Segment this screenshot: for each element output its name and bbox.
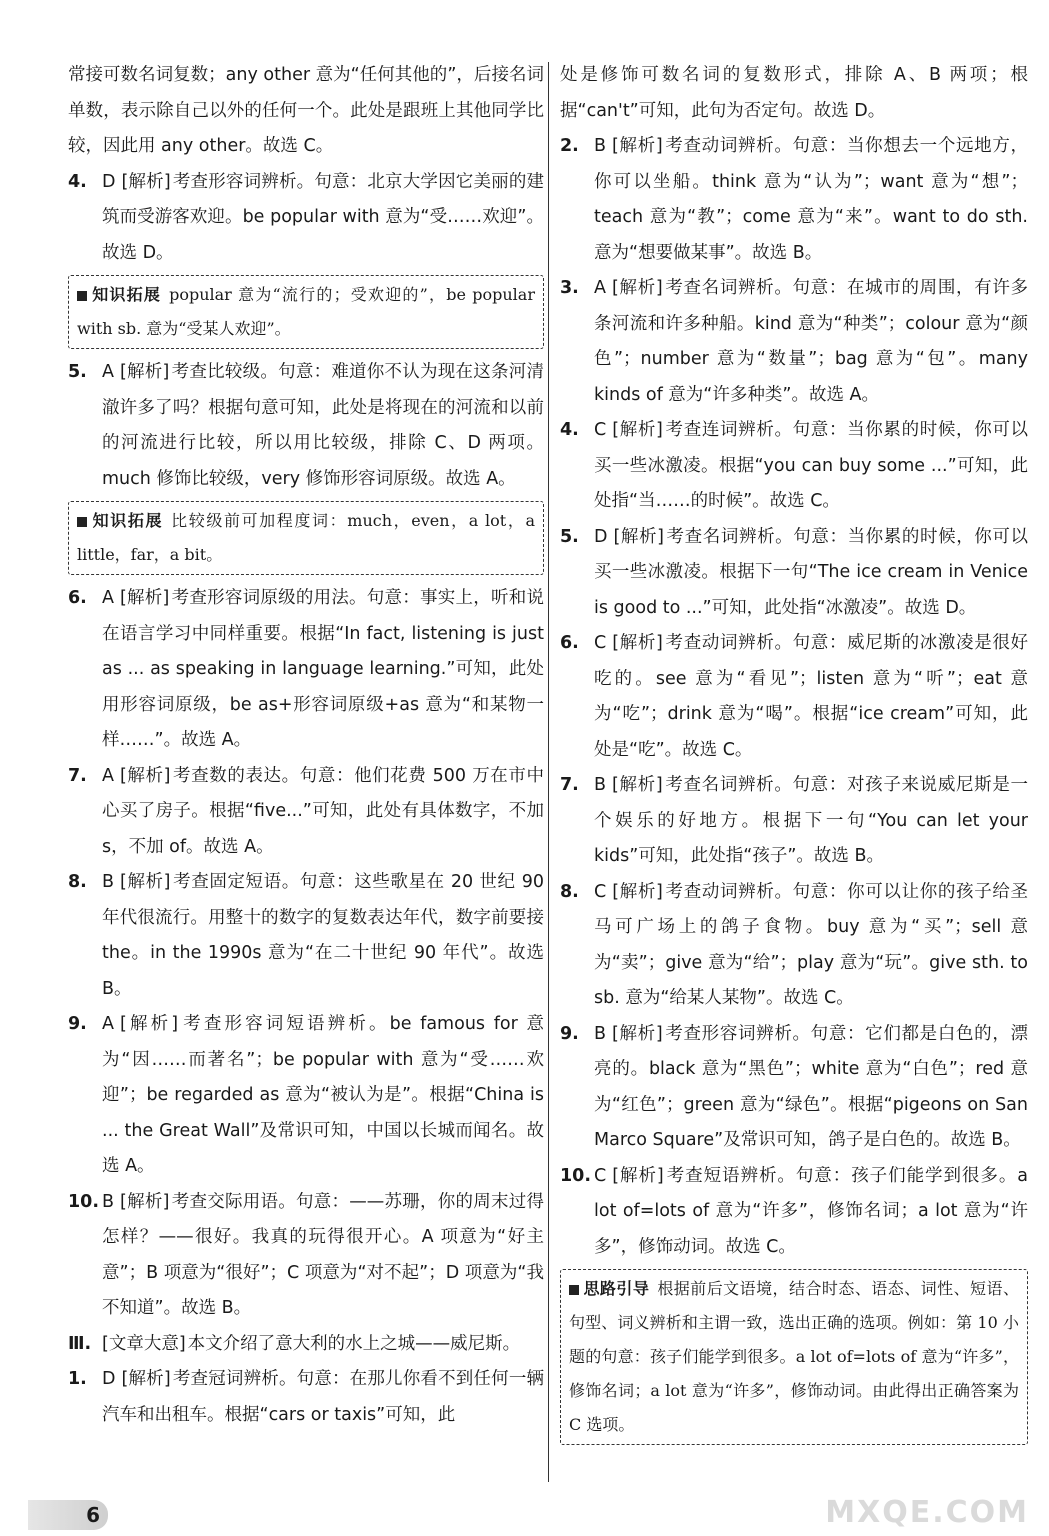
box-square-icon (569, 1285, 579, 1295)
box-square-icon (77, 517, 87, 527)
answer-list (560, 129, 1028, 1265)
answer-list (68, 355, 544, 497)
item-text: 考查短语辨析。句意：孩子们能学到很多。a lot of=lots of 意为“许多”，修饰名词；a lot 意为“许多”，修饰动词。故选 C。 (594, 1165, 1028, 1257)
answer-item (68, 1362, 544, 1433)
item-tag: [ 解析 ] (120, 1192, 169, 1212)
box-text: 比较级前可加程度词：much，even，a lot，a little，far，a bit。 (77, 511, 535, 564)
answer-item (68, 1185, 544, 1327)
item-number: 1. (68, 1369, 87, 1389)
item-text: 考查形容词短语辨析。be famous for 意为“因……而著名”；be popular with 意为“受……欢迎”；be regarded as 意为“被认为是”。根据“China is ... the Great Wall”及常识可知，中国以长城而闻名。故选 A。 (102, 1014, 544, 1176)
item-answer: B (102, 1191, 115, 1212)
item-answer: C (594, 420, 607, 440)
item-number: 8. (560, 881, 579, 902)
answer-item (68, 165, 544, 272)
item-text: 考查动词辨析。句意：你可以让你的孩子给圣马可广场上的鸽子食物。buy 意为“买”；sell 意为“卖”；give 意为“给”；play 意为“玩”。give sth. to sb. 意为“给某人某物”。故选 C。 (594, 881, 1029, 1008)
item-tag: [ 解析 ] (612, 882, 663, 902)
left-column (68, 58, 544, 1433)
item-answer: A (102, 588, 114, 608)
item-text: 考查名词辨析。句意：对孩子来说威尼斯是一个娱乐的好地方。根据下一句“You can let your kids”可知，此处指“孩子”。故选 B。 (594, 775, 1028, 866)
item-tag: [ 解析 ] (612, 633, 663, 653)
item-answer: B (594, 1023, 607, 1044)
item-answer: C (594, 633, 607, 653)
item-answer: D (102, 1369, 116, 1389)
item-text: 考查比较级。句意：难道你不认为现在这条河清澈许多了吗？根据句意可知，此处是将现在的河流和以前的河流进行比较，所以用比较级，排除 C、D 两项。much 修饰比较级，very 修饰形容词原级。故选 A。 (102, 362, 545, 489)
box-square-icon (77, 291, 87, 301)
item-tag: [ 解析 ] (612, 136, 663, 156)
answer-item (560, 768, 1028, 875)
section-number: Ⅲ. (68, 1333, 92, 1354)
item-tag: [ 解析 ] (612, 1166, 664, 1186)
answer-item (560, 413, 1028, 520)
item-number: 8. (68, 872, 87, 892)
item-text: 考查形容词辨析。句意：北京大学因它美丽的建筑而受游客欢迎。be popular with 意为“受……欢迎”。故选 D。 (102, 171, 545, 263)
item-tag: [ 解析 ] (120, 588, 169, 608)
answer-item (68, 1007, 544, 1185)
item-answer: A (594, 278, 606, 298)
item-tag: [ 解析 ] (120, 362, 169, 382)
right-column (560, 58, 1028, 1451)
box-text: popular 意为“流行的；受欢迎的”，be popular with sb. 意为“受某人欢迎”。 (77, 285, 535, 338)
column-divider (548, 62, 549, 1482)
item-number: 5. (68, 362, 87, 382)
item-number: 4. (68, 171, 87, 192)
item-tag: [ 解析 ] (612, 420, 663, 440)
item-tag: [ 解析 ] (612, 278, 663, 298)
item-answer: B (594, 775, 607, 795)
item-text: 考查名词辨析。句意：当你累的时候，你可以买一些冰激凌。根据下一句“The ice cream in Venice is good to ...”可知，此处指“冰激凌”。故选 D。 (594, 526, 1029, 618)
section-text: 本文介绍了意大利的水上之城——威尼斯。 (187, 1333, 521, 1354)
item-answer: A (102, 765, 114, 786)
section-tag: [ 文章大意 ] (102, 1334, 186, 1354)
item-tag: [ 解析 ] (120, 766, 170, 786)
box-title: 知识拓展 (91, 285, 162, 304)
answer-item (560, 271, 1028, 413)
item-tag: [ 解析 ] (121, 172, 170, 192)
answer-item (68, 581, 544, 759)
knowledge-box (68, 275, 544, 349)
answer-item (560, 129, 1028, 271)
item-answer: A (102, 362, 114, 382)
item-answer: B (102, 872, 115, 892)
item-number: 3. (560, 278, 579, 298)
item-tag: [ 解析 ] (120, 1014, 178, 1034)
item-text: 考查固定短语。句意：这些歌星在 20 世纪 90 年代很流行。用整十的数字的复数表达年代，数字前要接 the。in the 1990s 意为“在二十世纪 90 年代”。故选 B。 (102, 872, 544, 999)
item-number: 6. (560, 633, 579, 653)
item-number: 7. (68, 765, 87, 786)
item-number: 4. (560, 420, 579, 440)
answer-item (560, 1017, 1028, 1159)
box-text: 根据前后文语境，结合时态、语态、词性、短语、句型、词义辨析和主谓一致，选出正确的选项。例如：第 10 小题的句意：孩子们能学到很多。a lot of=lots of 意为“许多”，修饰名词；a lot 意为“许多”，修饰动词。由此得出正确答案为 C 选项。 (569, 1279, 1019, 1434)
item-number: 7. (560, 775, 579, 795)
knowledge-box (68, 501, 544, 575)
item-number: 9. (68, 1014, 87, 1034)
answer-item (68, 759, 544, 866)
answer-item (560, 626, 1028, 768)
item-number: 5. (560, 526, 579, 547)
box-title: 知识拓展 (91, 511, 164, 530)
item-tag: [ 解析 ] (612, 775, 663, 795)
box-title: 思路引导 (583, 1279, 650, 1298)
continued-text: 处是修饰可数名词的复数形式，排除 A、B 两项；根据“can't”可知，此句为否定句。故选 D。 (560, 65, 1028, 121)
page-number: 6 (28, 1500, 108, 1530)
section-heading (68, 1327, 544, 1363)
answer-item (560, 875, 1028, 1017)
item-answer: D (102, 171, 116, 192)
answer-list (68, 165, 544, 272)
answer-item (560, 1159, 1028, 1266)
answer-item (68, 355, 544, 497)
answer-list (68, 1362, 544, 1433)
item-answer: C (594, 881, 607, 902)
answer-item (68, 865, 544, 1007)
item-number: 2. (560, 136, 579, 156)
item-number: 10. (68, 1191, 100, 1212)
continued-text: 常接可数名词复数；any other 意为“任何其他的”，后接名词单数，表示除自己以外的任何一个。此处是跟班上其他同学比较，因此用 any other。故选 C。 (68, 65, 544, 156)
item-text: 考查形容词辨析。句意：它们都是白色的，漂亮的。black 意为“黑色”；white 意为“白色”；red 意为“红色”；green 意为“绿色”。根据“pigeons on San Marco Square”及常识可知，鸽子是白色的。故选 B。 (594, 1023, 1028, 1150)
item-tag: [ 解析 ] (612, 1024, 663, 1044)
item-text: 考查形容词原级的用法。句意：事实上，听和说在语言学习中同样重要。根据“In fact, listening is just as ... as speaking in language learning.”可知，此处用形容词原级，be as+形容词原级+as 意为“和某物一样……”。故选 A。 (102, 588, 545, 750)
answer-list (68, 581, 544, 1327)
item-text: 考查连词辨析。句意：当你累的时候，你可以买一些冰激凌。根据“you can buy some ...”可知，此处指“当……的时候”。故选 C。 (594, 420, 1029, 511)
item-answer: C (594, 1165, 607, 1186)
item-text: 考查交际用语。句意：——苏珊，你的周末过得怎样？——很好。我真的玩得很开心。A 项意为“好主意”；B 项意为“很好”；C 项意为“对不起”；D 项意为“我不知道”。故选 B。 (102, 1191, 545, 1318)
item-number: 9. (560, 1023, 579, 1044)
thinking-guide-box (560, 1269, 1028, 1445)
item-number: 6. (68, 588, 87, 608)
item-text: 考查数的表达。句意：他们花费 500 万在市中心买了房子。根据“five...”可知，此处有具体数字，不加 s，不加 of。故选 A。 (102, 765, 545, 857)
item-number: 10. (560, 1165, 592, 1186)
watermark: MXQE.COM (825, 1494, 1029, 1530)
item-tag: [ 解析 ] (120, 872, 170, 892)
item-text: 考查名词辨析。句意：在城市的周围，有许多条河流和许多种船。kind 意为“种类”；colour 意为“颜色”；number 意为“数量”；bag 意为“包”。many kinds of 意为“许多种类”。故选 A。 (594, 278, 1029, 405)
item-text: 考查冠词辨析。句意：在那儿你看不到任何一辆汽车和出租车。根据“cars or taxis”可知，此 (102, 1369, 545, 1425)
item-answer: B (594, 136, 607, 156)
item-answer: D (594, 526, 608, 547)
item-text: 考查动词辨析。句意：威尼斯的冰激凌是很好吃的。see 意为“看见”；listen 意为“听”；eat 意为“吃”；drink 意为“喝”。根据“ice cream”可知，此处是“吃”。故选 C。 (594, 633, 1029, 760)
item-text: 考查动词辨析。句意：当你想去一个远地方，你可以坐船。think 意为“认为”；want 意为“想”；teach 意为“教”；come 意为“来”。want to do sth. 意为“想要做某事”。故选 B。 (594, 136, 1028, 263)
item-answer: A (102, 1014, 114, 1034)
answer-item (560, 520, 1028, 627)
item-tag: [ 解析 ] (121, 1369, 170, 1389)
item-tag: [ 解析 ] (613, 527, 663, 547)
